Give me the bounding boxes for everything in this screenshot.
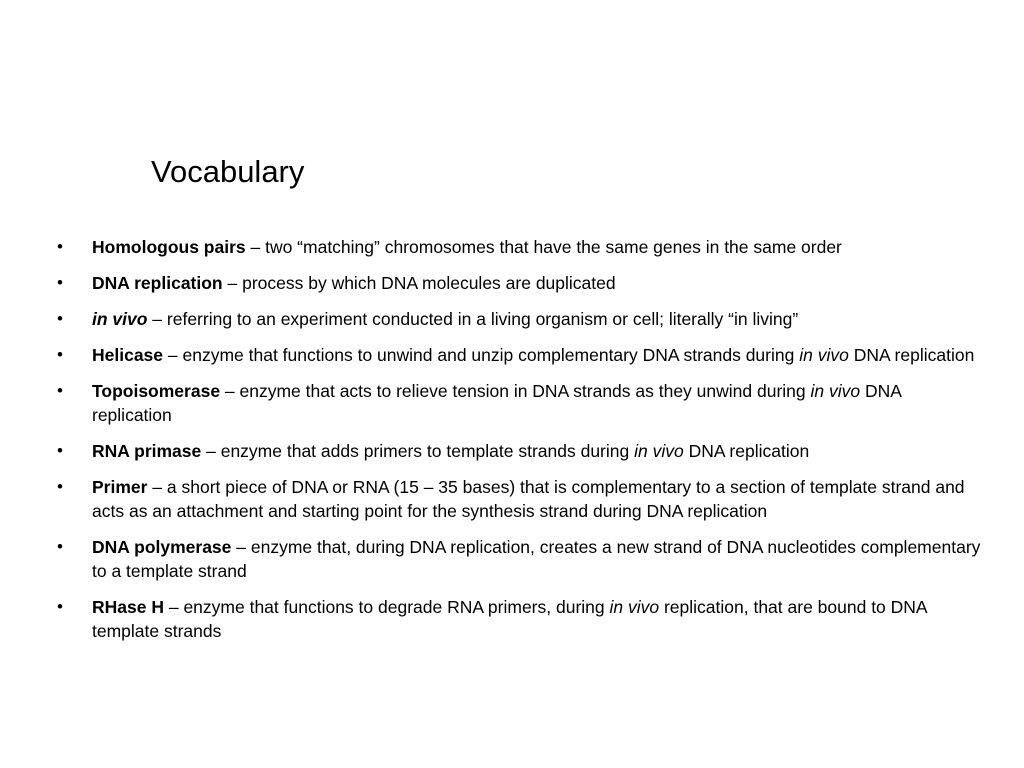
definition-italic-text: in vivo: [634, 441, 684, 461]
definition-italic-text: in vivo: [609, 597, 660, 617]
bullet-icon: •: [57, 537, 63, 556]
vocab-item: [0, 475, 1024, 523]
definition-text: replication, that are bound to DNA template strands: [92, 597, 927, 641]
vocab-term: DNA replication: [92, 273, 223, 293]
vocab-item: [0, 343, 1024, 367]
vocab-item: [0, 379, 1024, 427]
definition-text: – enzyme that functions to degrade RNA primers, during: [163, 597, 610, 617]
definition-text: – process by which DNA molecules are duplicated: [222, 273, 616, 293]
definition-text: – enzyme that, during DNA replication, creates a new strand of DNA nucleotides complementary to a template strand: [92, 537, 981, 581]
vocab-item: [0, 535, 1024, 583]
definition-text: – enzyme that acts to relieve tension in DNA strands as they unwind during: [220, 381, 811, 401]
vocab-item: [0, 595, 1024, 643]
definition-text: – two “matching” chromosomes that have the same genes in the same order: [245, 237, 842, 257]
vocab-term: Helicase: [92, 345, 164, 365]
slide-title: Vocabulary: [151, 154, 305, 189]
vocab-term: Topoisomerase: [92, 381, 221, 401]
definition-text: – a short piece of DNA or RNA (15 – 35 bases) that is complementary to a section of template strand and acts as an attachment and starting point for the synthesis strand during DNA replication: [92, 477, 965, 521]
vocab-item: [0, 235, 1024, 259]
definition-text: DNA replication: [92, 381, 901, 425]
definition-text: DNA replication: [848, 345, 975, 365]
vocab-term: Homologous pairs: [92, 237, 246, 257]
vocab-item: [0, 271, 1024, 295]
vocab-term: in vivo: [92, 309, 148, 329]
vocab-item: [0, 439, 1024, 463]
vocabulary-list: [0, 235, 1024, 655]
bullet-icon: •: [57, 597, 63, 616]
bullet-icon: •: [57, 237, 63, 256]
bullet-icon: •: [57, 309, 63, 328]
vocab-term: DNA polymerase: [92, 537, 232, 557]
definition-text: – enzyme that adds primers to template strands during: [201, 441, 635, 461]
bullet-icon: •: [57, 381, 63, 400]
definition-italic-text: in vivo: [799, 345, 849, 365]
bullet-icon: •: [57, 345, 63, 364]
vocab-term: RNA primase: [92, 441, 202, 461]
bullet-icon: •: [57, 273, 63, 292]
definition-text: – referring to an experiment conducted in a living organism or cell; literally “in living”: [147, 309, 799, 329]
vocab-item: [0, 307, 1024, 331]
definition-italic-text: in vivo: [810, 381, 861, 401]
vocab-term: Primer: [92, 477, 148, 497]
bullet-icon: •: [57, 477, 63, 496]
definition-text: – enzyme that functions to unwind and unzip complementary DNA strands during: [163, 345, 800, 365]
vocab-term: RHase H: [92, 597, 164, 617]
definition-text: DNA replication: [683, 441, 810, 461]
bullet-icon: •: [57, 441, 63, 460]
